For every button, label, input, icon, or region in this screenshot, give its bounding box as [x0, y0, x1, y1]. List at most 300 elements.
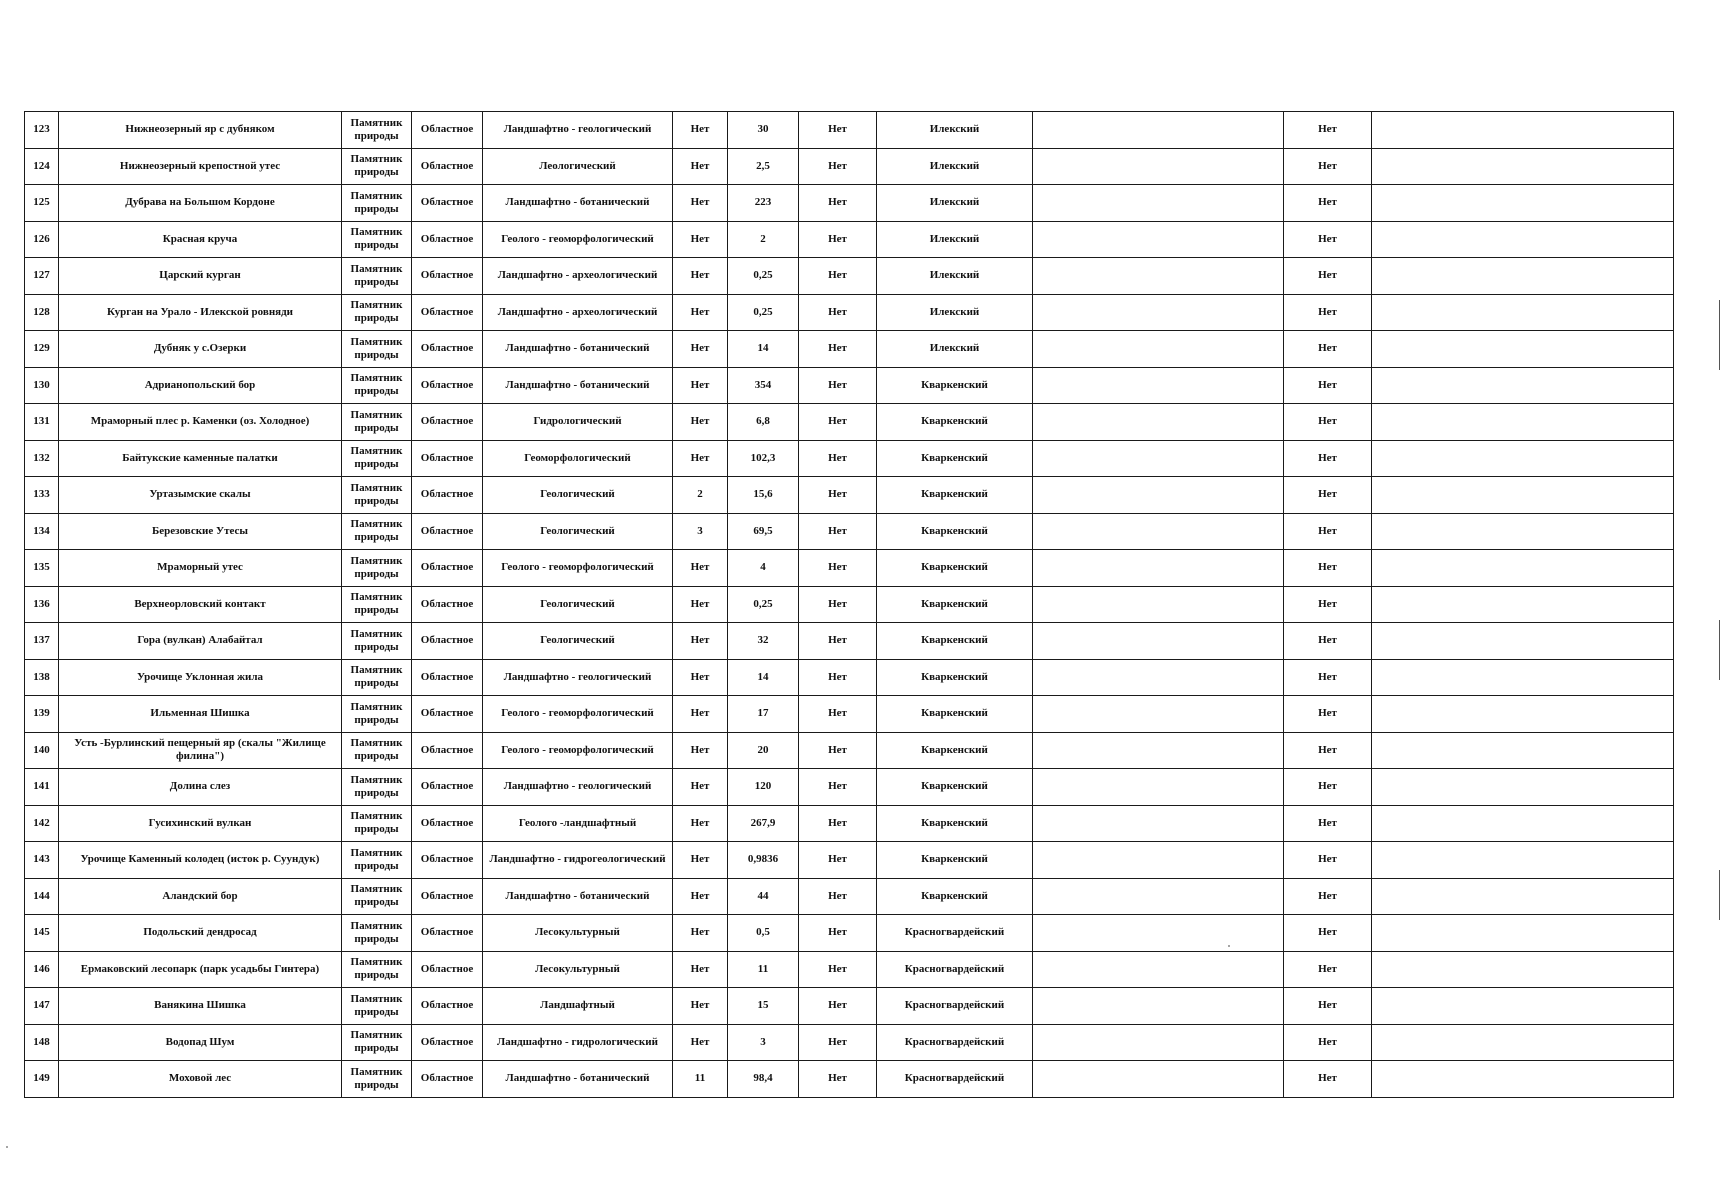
column-10-value: Нет: [1284, 221, 1372, 258]
area-value: 4: [728, 550, 799, 587]
column-5-value: Нет: [673, 185, 728, 222]
blank-cell: [1033, 440, 1284, 477]
blank-cell: [1372, 550, 1674, 587]
column-7-value: Нет: [799, 732, 877, 769]
object-profile: Ландшафтно - геологический: [483, 112, 673, 149]
object-category: Памятник природы: [342, 367, 412, 404]
object-profile: Ландшафтно - гидрологический: [483, 1024, 673, 1061]
object-category: Памятник природы: [342, 988, 412, 1025]
column-5-value: Нет: [673, 331, 728, 368]
row-number: 123: [25, 112, 59, 149]
column-7-value: Нет: [799, 915, 877, 952]
blank-cell: [1033, 1061, 1284, 1098]
district-name: Кваркенский: [877, 769, 1033, 806]
object-name: Гусихинский вулкан: [59, 805, 342, 842]
table-row: [25, 367, 1674, 404]
object-profile: Ландшафтный: [483, 988, 673, 1025]
column-5-value: Нет: [673, 769, 728, 806]
object-name: Нижнеозерный яр с дубняком: [59, 112, 342, 149]
area-value: 11: [728, 951, 799, 988]
column-7-value: Нет: [799, 878, 877, 915]
significance-level: Областное: [412, 550, 483, 587]
table-row: [25, 878, 1674, 915]
column-7-value: Нет: [799, 148, 877, 185]
object-category: Памятник природы: [342, 915, 412, 952]
row-number: 133: [25, 477, 59, 514]
object-name: Нижнеозерный крепостной утес: [59, 148, 342, 185]
area-value: 14: [728, 331, 799, 368]
column-10-value: Нет: [1284, 732, 1372, 769]
significance-level: Областное: [412, 951, 483, 988]
column-5-value: Нет: [673, 148, 728, 185]
object-category: Памятник природы: [342, 586, 412, 623]
blank-cell: [1372, 732, 1674, 769]
blank-cell: [1033, 221, 1284, 258]
blank-cell: [1372, 842, 1674, 879]
object-category: Памятник природы: [342, 623, 412, 660]
significance-level: Областное: [412, 258, 483, 295]
table-row: [25, 148, 1674, 185]
row-number: 128: [25, 294, 59, 331]
blank-cell: [1372, 258, 1674, 295]
district-name: Кваркенский: [877, 842, 1033, 879]
table-row: [25, 1061, 1674, 1098]
column-5-value: Нет: [673, 915, 728, 952]
object-category: Памятник природы: [342, 550, 412, 587]
blank-cell: [1033, 586, 1284, 623]
scan-edge-line: [1719, 870, 1720, 920]
blank-cell: [1033, 404, 1284, 441]
table-row: [25, 769, 1674, 806]
significance-level: Областное: [412, 294, 483, 331]
area-value: 44: [728, 878, 799, 915]
column-10-value: Нет: [1284, 1024, 1372, 1061]
table-row: [25, 623, 1674, 660]
row-number: 135: [25, 550, 59, 587]
row-number: 143: [25, 842, 59, 879]
district-name: Кваркенский: [877, 623, 1033, 660]
district-name: Кваркенский: [877, 404, 1033, 441]
row-number: 132: [25, 440, 59, 477]
column-7-value: Нет: [799, 404, 877, 441]
blank-cell: [1372, 513, 1674, 550]
blank-cell: [1372, 696, 1674, 733]
column-10-value: Нет: [1284, 513, 1372, 550]
table-body: [25, 112, 1674, 1098]
district-name: Кваркенский: [877, 550, 1033, 587]
column-5-value: Нет: [673, 112, 728, 149]
row-number: 131: [25, 404, 59, 441]
object-profile: Геологический: [483, 513, 673, 550]
area-value: 0,5: [728, 915, 799, 952]
object-profile: Ландшафтно - геологический: [483, 769, 673, 806]
column-5-value: Нет: [673, 732, 728, 769]
blank-cell: [1033, 477, 1284, 514]
protected-areas-table: [24, 111, 1674, 1098]
column-5-value: Нет: [673, 878, 728, 915]
blank-cell: [1372, 988, 1674, 1025]
area-value: 17: [728, 696, 799, 733]
row-number: 136: [25, 586, 59, 623]
object-profile: Лесокультурный: [483, 951, 673, 988]
column-7-value: Нет: [799, 477, 877, 514]
district-name: Кваркенский: [877, 732, 1033, 769]
column-7-value: Нет: [799, 550, 877, 587]
object-category: Памятник природы: [342, 842, 412, 879]
significance-level: Областное: [412, 696, 483, 733]
significance-level: Областное: [412, 513, 483, 550]
column-7-value: Нет: [799, 331, 877, 368]
significance-level: Областное: [412, 440, 483, 477]
district-name: Илекский: [877, 294, 1033, 331]
column-7-value: Нет: [799, 951, 877, 988]
object-profile: Ландшафтно - ботанический: [483, 331, 673, 368]
district-name: Кваркенский: [877, 477, 1033, 514]
object-profile: Геоморфологический: [483, 440, 673, 477]
blank-cell: [1372, 331, 1674, 368]
area-value: 14: [728, 659, 799, 696]
object-name: Моховой лес: [59, 1061, 342, 1098]
table-row: [25, 659, 1674, 696]
table-row: [25, 915, 1674, 952]
object-name: Долина слез: [59, 769, 342, 806]
object-category: Памятник природы: [342, 221, 412, 258]
significance-level: Областное: [412, 842, 483, 879]
area-value: 2,5: [728, 148, 799, 185]
object-name: Дубрава на Большом Кордоне: [59, 185, 342, 222]
column-5-value: Нет: [673, 404, 728, 441]
column-10-value: Нет: [1284, 440, 1372, 477]
blank-cell: [1372, 404, 1674, 441]
table-row: [25, 221, 1674, 258]
column-7-value: Нет: [799, 586, 877, 623]
column-7-value: Нет: [799, 1061, 877, 1098]
table-row: [25, 258, 1674, 295]
column-10-value: Нет: [1284, 112, 1372, 149]
object-name: Дубняк у с.Озерки: [59, 331, 342, 368]
table-row: [25, 842, 1674, 879]
district-name: Кваркенский: [877, 513, 1033, 550]
row-number: 142: [25, 805, 59, 842]
object-name: Подольский дендросад: [59, 915, 342, 952]
row-number: 149: [25, 1061, 59, 1098]
row-number: 146: [25, 951, 59, 988]
object-name: Ванякина Шишка: [59, 988, 342, 1025]
object-name: Уртазымские скалы: [59, 477, 342, 514]
column-10-value: Нет: [1284, 878, 1372, 915]
column-7-value: Нет: [799, 696, 877, 733]
blank-cell: [1033, 878, 1284, 915]
table-row: [25, 1024, 1674, 1061]
object-category: Памятник природы: [342, 732, 412, 769]
blank-cell: [1372, 185, 1674, 222]
object-profile: Ландшафтно - геологический: [483, 659, 673, 696]
column-5-value: 2: [673, 477, 728, 514]
district-name: Красногвардейский: [877, 1061, 1033, 1098]
significance-level: Областное: [412, 878, 483, 915]
blank-cell: [1033, 1024, 1284, 1061]
district-name: Красногвардейский: [877, 1024, 1033, 1061]
object-name: Курган на Урало - Илекской ровняди: [59, 294, 342, 331]
significance-level: Областное: [412, 148, 483, 185]
blank-cell: [1033, 659, 1284, 696]
table-row: [25, 294, 1674, 331]
district-name: Красногвардейский: [877, 988, 1033, 1025]
column-5-value: Нет: [673, 1024, 728, 1061]
object-profile: Геолого - геоморфологический: [483, 696, 673, 733]
significance-level: Областное: [412, 915, 483, 952]
area-value: 20: [728, 732, 799, 769]
blank-cell: [1033, 112, 1284, 149]
blank-cell: [1033, 951, 1284, 988]
district-name: Илекский: [877, 221, 1033, 258]
column-10-value: Нет: [1284, 404, 1372, 441]
row-number: 145: [25, 915, 59, 952]
object-category: Памятник природы: [342, 258, 412, 295]
column-10-value: Нет: [1284, 550, 1372, 587]
area-value: 69,5: [728, 513, 799, 550]
area-value: 6,8: [728, 404, 799, 441]
blank-cell: [1372, 951, 1674, 988]
object-category: Памятник природы: [342, 404, 412, 441]
column-10-value: Нет: [1284, 696, 1372, 733]
column-5-value: 11: [673, 1061, 728, 1098]
area-value: 267,9: [728, 805, 799, 842]
object-name: Мраморный плес р. Каменки (оз. Холодное): [59, 404, 342, 441]
column-7-value: Нет: [799, 367, 877, 404]
object-name: Урочище Уклонная жила: [59, 659, 342, 696]
district-name: Кваркенский: [877, 878, 1033, 915]
blank-cell: [1372, 586, 1674, 623]
blank-cell: [1033, 367, 1284, 404]
column-5-value: 3: [673, 513, 728, 550]
object-profile: Леологический: [483, 148, 673, 185]
blank-cell: [1033, 769, 1284, 806]
significance-level: Областное: [412, 112, 483, 149]
district-name: Красногвардейский: [877, 951, 1033, 988]
significance-level: Областное: [412, 623, 483, 660]
object-profile: Геологический: [483, 477, 673, 514]
object-name: Царский курган: [59, 258, 342, 295]
object-category: Памятник природы: [342, 951, 412, 988]
area-value: 0,25: [728, 258, 799, 295]
column-5-value: Нет: [673, 258, 728, 295]
column-5-value: Нет: [673, 550, 728, 587]
column-10-value: Нет: [1284, 842, 1372, 879]
column-10-value: Нет: [1284, 623, 1372, 660]
scan-speck: [1228, 945, 1230, 947]
object-name: Мраморный утес: [59, 550, 342, 587]
row-number: 140: [25, 732, 59, 769]
object-profile: Ландшафтно - гидрогеологический: [483, 842, 673, 879]
table-row: [25, 732, 1674, 769]
column-7-value: Нет: [799, 659, 877, 696]
column-10-value: Нет: [1284, 477, 1372, 514]
column-7-value: Нет: [799, 988, 877, 1025]
column-10-value: Нет: [1284, 586, 1372, 623]
area-value: 98,4: [728, 1061, 799, 1098]
column-10-value: Нет: [1284, 367, 1372, 404]
column-10-value: Нет: [1284, 915, 1372, 952]
blank-cell: [1033, 258, 1284, 295]
row-number: 124: [25, 148, 59, 185]
object-name: Березовские Утесы: [59, 513, 342, 550]
blank-cell: [1372, 1024, 1674, 1061]
table-row: [25, 988, 1674, 1025]
object-name: Адрианопольский бор: [59, 367, 342, 404]
blank-cell: [1372, 915, 1674, 952]
significance-level: Областное: [412, 805, 483, 842]
row-number: 148: [25, 1024, 59, 1061]
column-5-value: Нет: [673, 221, 728, 258]
object-name: Усть -Бурлинский пещерный яр (скалы "Жилище филина"): [59, 732, 342, 769]
significance-level: Областное: [412, 221, 483, 258]
blank-cell: [1033, 513, 1284, 550]
row-number: 134: [25, 513, 59, 550]
column-5-value: Нет: [673, 659, 728, 696]
row-number: 141: [25, 769, 59, 806]
significance-level: Областное: [412, 1024, 483, 1061]
blank-cell: [1372, 1061, 1674, 1098]
table-row: [25, 477, 1674, 514]
object-name: Байтукские каменные палатки: [59, 440, 342, 477]
table-row: [25, 951, 1674, 988]
column-5-value: Нет: [673, 367, 728, 404]
column-5-value: Нет: [673, 586, 728, 623]
row-number: 127: [25, 258, 59, 295]
object-category: Памятник природы: [342, 185, 412, 222]
object-category: Памятник природы: [342, 112, 412, 149]
blank-cell: [1372, 878, 1674, 915]
significance-level: Областное: [412, 185, 483, 222]
column-10-value: Нет: [1284, 805, 1372, 842]
blank-cell: [1033, 696, 1284, 733]
table-row: [25, 404, 1674, 441]
blank-cell: [1033, 915, 1284, 952]
district-name: Кваркенский: [877, 586, 1033, 623]
object-category: Памятник природы: [342, 331, 412, 368]
area-value: 223: [728, 185, 799, 222]
blank-cell: [1033, 732, 1284, 769]
object-name: Красная круча: [59, 221, 342, 258]
object-profile: Геолого - геоморфологический: [483, 732, 673, 769]
column-7-value: Нет: [799, 258, 877, 295]
object-profile: Гидрологический: [483, 404, 673, 441]
table-row: [25, 440, 1674, 477]
blank-cell: [1372, 112, 1674, 149]
district-name: Кваркенский: [877, 805, 1033, 842]
table-row: [25, 805, 1674, 842]
object-category: Памятник природы: [342, 769, 412, 806]
column-5-value: Нет: [673, 440, 728, 477]
significance-level: Областное: [412, 477, 483, 514]
row-number: 130: [25, 367, 59, 404]
table-row: [25, 586, 1674, 623]
scan-edge-line: [1719, 620, 1720, 680]
object-name: Верхнеорловский контакт: [59, 586, 342, 623]
district-name: Илекский: [877, 185, 1033, 222]
scan-speck: [6, 1146, 8, 1148]
column-10-value: Нет: [1284, 331, 1372, 368]
object-profile: Ландшафтно - ботанический: [483, 878, 673, 915]
row-number: 129: [25, 331, 59, 368]
object-profile: Геологический: [483, 623, 673, 660]
table-row: [25, 331, 1674, 368]
object-category: Памятник природы: [342, 878, 412, 915]
column-10-value: Нет: [1284, 185, 1372, 222]
column-7-value: Нет: [799, 513, 877, 550]
row-number: 137: [25, 623, 59, 660]
column-5-value: Нет: [673, 805, 728, 842]
object-profile: Ландшафтно - археологический: [483, 258, 673, 295]
area-value: 0,9836: [728, 842, 799, 879]
object-profile: Лесокультурный: [483, 915, 673, 952]
column-10-value: Нет: [1284, 294, 1372, 331]
significance-level: Областное: [412, 1061, 483, 1098]
district-name: Илекский: [877, 331, 1033, 368]
district-name: Красногвардейский: [877, 915, 1033, 952]
row-number: 147: [25, 988, 59, 1025]
object-name: Ильменная Шишка: [59, 696, 342, 733]
column-10-value: Нет: [1284, 1061, 1372, 1098]
significance-level: Областное: [412, 331, 483, 368]
blank-cell: [1033, 294, 1284, 331]
significance-level: Областное: [412, 404, 483, 441]
row-number: 144: [25, 878, 59, 915]
column-7-value: Нет: [799, 1024, 877, 1061]
column-5-value: Нет: [673, 696, 728, 733]
row-number: 126: [25, 221, 59, 258]
column-10-value: Нет: [1284, 988, 1372, 1025]
significance-level: Областное: [412, 659, 483, 696]
object-category: Памятник природы: [342, 1061, 412, 1098]
area-value: 15,6: [728, 477, 799, 514]
object-category: Памятник природы: [342, 513, 412, 550]
area-value: 32: [728, 623, 799, 660]
column-7-value: Нет: [799, 294, 877, 331]
area-value: 354: [728, 367, 799, 404]
district-name: Кваркенский: [877, 367, 1033, 404]
column-7-value: Нет: [799, 221, 877, 258]
object-profile: Геолого - геоморфологический: [483, 221, 673, 258]
object-profile: Ландшафтно - археологический: [483, 294, 673, 331]
column-10-value: Нет: [1284, 148, 1372, 185]
significance-level: Областное: [412, 586, 483, 623]
blank-cell: [1033, 185, 1284, 222]
object-category: Памятник природы: [342, 659, 412, 696]
column-5-value: Нет: [673, 294, 728, 331]
blank-cell: [1372, 659, 1674, 696]
area-value: 120: [728, 769, 799, 806]
blank-cell: [1033, 842, 1284, 879]
object-category: Памятник природы: [342, 696, 412, 733]
table-row: [25, 185, 1674, 222]
district-name: Илекский: [877, 112, 1033, 149]
significance-level: Областное: [412, 769, 483, 806]
district-name: Кваркенский: [877, 659, 1033, 696]
district-name: Кваркенский: [877, 440, 1033, 477]
blank-cell: [1372, 148, 1674, 185]
blank-cell: [1372, 477, 1674, 514]
object-profile: Ландшафтно - ботанический: [483, 367, 673, 404]
blank-cell: [1372, 805, 1674, 842]
column-10-value: Нет: [1284, 769, 1372, 806]
object-profile: Ландшафтно - ботанический: [483, 185, 673, 222]
row-number: 125: [25, 185, 59, 222]
column-5-value: Нет: [673, 988, 728, 1025]
blank-cell: [1372, 367, 1674, 404]
area-value: 2: [728, 221, 799, 258]
